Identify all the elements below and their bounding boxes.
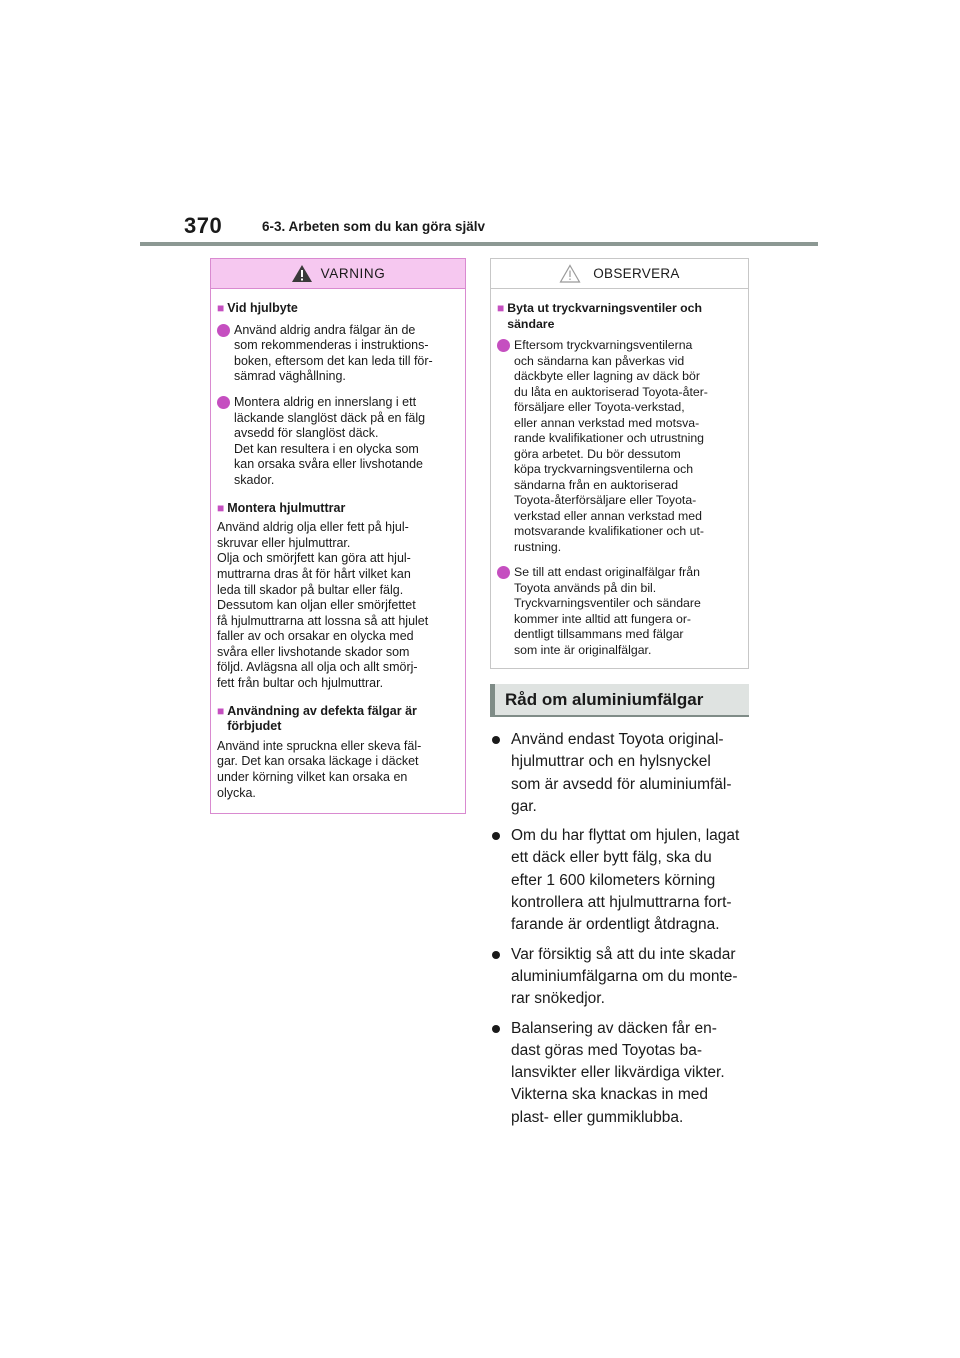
caution-triangle-icon — [559, 264, 581, 283]
warning-title: VARNING — [320, 266, 386, 281]
square-bullet-icon: ■ — [217, 301, 225, 315]
square-bullet-icon: ■ — [217, 500, 225, 515]
bullet-text: Se till att endast originalfälgar från Toyota används på din bil. Tryckvarningsventiler och sändare kommer inte alltid att fungera or- dentligt tillsammans med fälgar som inte är originalfälgar. — [514, 565, 701, 657]
notice-body — [491, 289, 748, 658]
square-bullet-icon: ■ — [217, 703, 225, 718]
bullet-dot-icon — [492, 736, 500, 744]
aluminium-heading: Råd om aluminiumfälgar — [490, 684, 749, 717]
warning-body — [211, 289, 465, 801]
warning-paragraph: Använd aldrig olja eller fett på hjul- skruvar eller hjulmuttrar. Olja och smörjfett kan göra att hjul- muttrarna dras åt för hårt vilket kan leda till skador på bultar eller fälg. Dessutom kan oljan eller smörjfettet få hjulmuttrarna att lossna så att hjulet faller av och orsakar en olycka med svåra eller livshotande skador som följd. Avlägsna all olja och allt smörj- fett från bultar och hjulmuttrar. — [217, 520, 429, 691]
notice-subheading — [497, 301, 742, 332]
subheading-text: Användning av defekta fälgar är förbjudet — [227, 703, 417, 734]
bullet-text: Montera aldrig en innerslang i ett läckande slanglöst däck på en fälg avsedd för slanglöst däck. Det kan resultera i en olycka som kan orsaka svåra eller livshotande skador. — [234, 394, 426, 487]
notice-title: OBSERVERA — [593, 266, 680, 281]
list-item-text: Om du har flyttat om hjulen, lagat ett däck eller bytt fälg, ska du efter 1 600 kilometers körning kontrollera att hjulmuttrarna fort- farande är ordentligt åtdragna. — [511, 827, 740, 934]
notice-box — [490, 258, 749, 669]
warning-subheading — [217, 301, 459, 317]
bullet-dot-icon — [492, 1025, 500, 1033]
list-item — [490, 729, 752, 818]
bullet-text: Använd aldrig andra fälgar än de som rekommenderas i instruktions- boken, eftersom det kan leda till för- sämrad väghållning. — [234, 322, 433, 384]
circle-bullet-icon — [497, 339, 510, 352]
subheading-text: Byta ut tryckvarningsventiler och sändare — [507, 301, 703, 331]
warning-subheading — [217, 501, 459, 517]
circle-bullet-icon — [497, 566, 510, 579]
notice-bullet — [497, 338, 742, 555]
page-number: 370 — [184, 213, 223, 238]
list-item — [490, 944, 752, 1011]
square-bullet-icon: ■ — [497, 301, 505, 315]
warning-paragraph: Använd inte spruckna eller skeva fäl- gar. Det kan orsaka läckage i däcket under körning vilket kan orsaka en olycka. — [217, 738, 422, 800]
warning-bullet — [217, 323, 459, 385]
bullet-dot-icon — [492, 951, 500, 959]
notice-header — [491, 259, 748, 289]
warning-bullet — [217, 395, 459, 489]
circle-bullet-icon — [217, 324, 230, 337]
bullet-text: Eftersom tryckvarningsventilerna och sändarna kan påverkas vid däckbyte eller lagning av däck bör du låta en auktoriserad Toyota-åter- försäljare eller Toyota-verkstad, eller annan verkstad med motsva- rande kvalifikationer och utrustning göra arbetet. Du bör dessutom köpa tryckvarningsventilerna och sändarna från en auktoriserad Toyota-återförsäljare eller Toyota- verkstad eller annan verkstad med motsvarande kvalifikationer och ut- rustning. — [514, 338, 708, 554]
aluminium-list — [490, 729, 752, 1136]
list-item — [490, 825, 752, 936]
list-item-text: Var försiktig så att du inte skadar aluminiumfälgarna om du monte- rar snökedjor. — [511, 945, 738, 1008]
warning-box — [210, 258, 466, 814]
section-title: 6-3. Arbeten som du kan göra själv — [262, 219, 486, 234]
header-rule — [140, 242, 818, 246]
list-item-text: Balansering av däcken får en- dast göras med Toyotas ba- lansvikter eller likvärdiga vikter. Vikterna ska knackas in med plast- eller gummiklubba. — [511, 1019, 725, 1126]
warning-header — [211, 259, 465, 289]
circle-bullet-icon — [217, 396, 230, 409]
list-item — [490, 1018, 752, 1129]
notice-bullet — [497, 565, 742, 658]
subheading-text: Montera hjulmuttrar — [227, 500, 346, 515]
subheading-text: Vid hjulbyte — [227, 301, 298, 315]
bullet-dot-icon — [492, 832, 500, 840]
warning-triangle-icon — [291, 264, 313, 283]
list-item-text: Använd endast Toyota original- hjulmuttrar och en hylsnyckel som är avsedd för aluminiumfäl- gar. — [511, 731, 732, 815]
warning-subheading — [217, 704, 459, 735]
